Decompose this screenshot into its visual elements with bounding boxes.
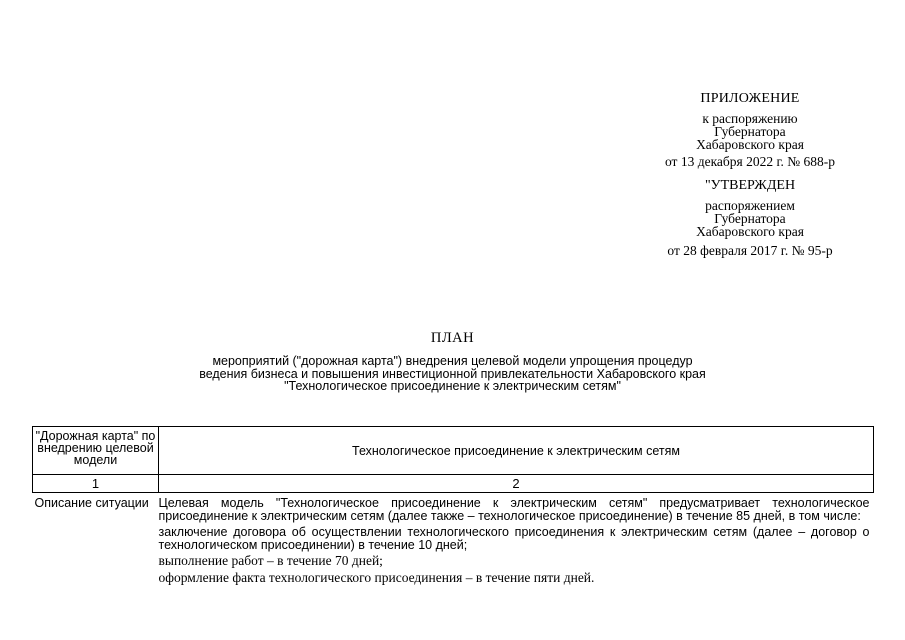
plan-title: ПЛАН <box>430 330 475 346</box>
appendix-date: от 13 декабря 2022 г. № 688-р <box>664 154 836 169</box>
appendix-line: Хабаровского края <box>696 137 804 152</box>
approved-line: Губернатора <box>714 211 786 226</box>
table-header-row <box>33 427 874 475</box>
row-paragraph: оформление факта технологического присоединения – в течение пяти дней. <box>158 569 595 585</box>
row-paragraph: заключение договора об осуществлении технологического присоединения к электрическим сетям (далее – договор о технологическом присоединении) в течение 10 дней; <box>158 525 870 552</box>
plan-subtitle <box>150 355 755 393</box>
approved-date: от 28 февраля 2017 г. № 95-р <box>667 243 833 258</box>
plan-title-block <box>150 330 755 393</box>
table-row <box>33 493 874 589</box>
table-header-left: "Дорожная карта" по внедрению целевой модели <box>33 427 159 475</box>
row-paragraph: выполнение работ – в течение 70 дней; <box>158 553 383 568</box>
appendix-heading: ПРИЛОЖЕНИЕ <box>700 91 800 106</box>
roadmap-table <box>32 426 874 588</box>
row-content <box>159 493 874 589</box>
column-number-2: 2 <box>159 475 874 493</box>
row-label: Описание ситуации <box>34 496 149 510</box>
approved-line: Хабаровского края <box>696 224 804 239</box>
row-paragraph: Целевая модель "Технологическое присоединение к электрическим сетям" предусматривает технологическое присоединение к электрическим сетям (далее также – технологическое присоединение) в течение 85 дней, в том числе: <box>158 496 870 523</box>
table-number-row <box>33 475 874 493</box>
table-header-right: Технологическое присоединение к электрическим сетям <box>159 427 874 475</box>
approved-block <box>600 179 900 257</box>
appendix-line: к распоряжению <box>702 111 798 126</box>
approved-heading: "УТВЕРЖДЕН <box>704 178 796 193</box>
approved-line: распоряжением <box>705 198 795 213</box>
column-number-1: 1 <box>33 475 159 493</box>
plan-subtitle-line: ведения бизнеса и повышения инвестиционной привлекательности Хабаровского края <box>199 366 706 381</box>
plan-subtitle-line: мероприятий ("дорожная карта") внедрения целевой модели упрощения процедур <box>212 354 693 368</box>
appendix-line: Губернатора <box>714 124 786 139</box>
appendix-block <box>600 92 900 168</box>
plan-subtitle-line: "Технологическое присоединение к электрическим сетям" <box>284 379 621 393</box>
